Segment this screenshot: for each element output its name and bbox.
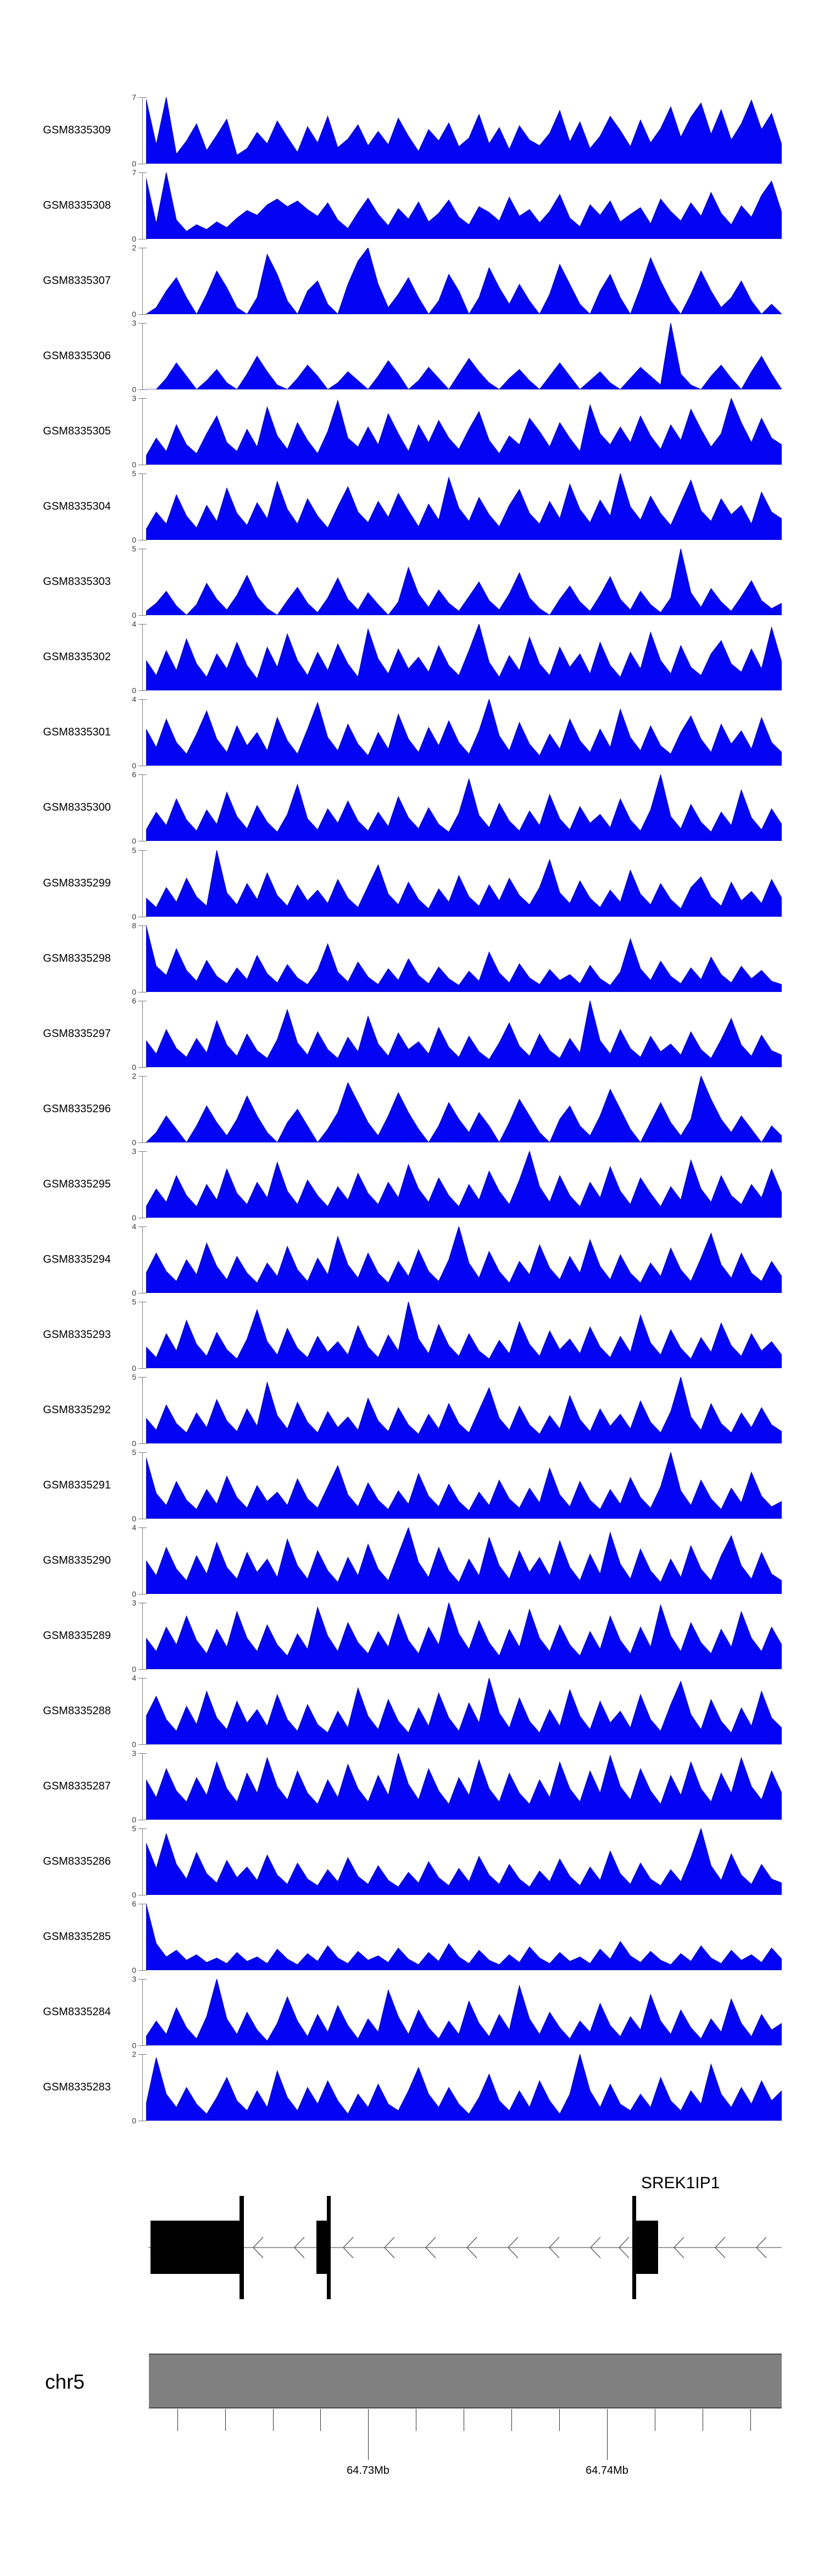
signal-area-chart [146,1001,782,1067]
gene-exon [327,2196,331,2299]
signal-area-chart [146,1377,782,1443]
y-axis-max-label: 3 [132,1147,136,1156]
signal-polygon [146,1828,782,1895]
signal-area-chart [146,398,782,465]
y-axis-tick [138,1979,147,1980]
y-axis-tick [138,473,147,474]
ruler-minor-tick [177,2409,178,2431]
y-axis-line [142,699,143,766]
y-axis-line [142,1001,143,1067]
y-axis-tick [138,1067,147,1068]
y-axis-line [142,1979,143,2045]
track-label: GSM8335284 [43,2006,111,2018]
y-axis-tick [138,1142,147,1143]
signal-polygon [146,2054,782,2121]
signal-area-chart [146,2054,782,2121]
y-axis-max-label: 4 [132,695,136,704]
y-axis-line [142,1753,143,1820]
y-axis-tick [138,1828,147,1829]
y-axis-max-label: 8 [132,921,136,930]
gene-exon [151,2221,240,2274]
track-label: GSM8335294 [43,1253,111,1265]
signal-polygon [146,1753,782,1820]
y-axis-max-label: 4 [132,1222,136,1231]
y-axis-max-label: 2 [132,243,136,252]
y-axis-line [142,1678,143,1744]
signal-area-chart [146,624,782,690]
gene-exon [316,2221,328,2274]
y-axis-min-label: 0 [132,1740,136,1749]
y-axis-max-label: 3 [132,1598,136,1607]
y-axis-tick [138,1443,147,1444]
y-axis-tick [138,1452,147,1453]
y-axis-tick [138,1076,147,1077]
y-axis-min-label: 0 [132,1514,136,1523]
y-axis-tick [138,1678,147,1679]
y-axis-line [142,850,143,917]
y-axis-tick [138,1970,147,1971]
y-axis-line [142,398,143,465]
y-axis-tick [138,97,147,98]
signal-area-chart [146,1828,782,1895]
signal-polygon [146,549,782,615]
track-label: GSM8335288 [43,1705,111,1717]
y-axis-line [142,1226,143,1293]
y-axis-line [142,248,143,314]
signal-polygon [146,1076,782,1142]
y-axis-max-label: 2 [132,1072,136,1080]
track-label: GSM8335301 [43,726,111,738]
signal-area-chart [146,473,782,540]
y-axis-max-label: 5 [132,1297,136,1306]
y-axis-min-label: 0 [132,1966,136,1975]
y-axis-min-label: 0 [132,761,136,770]
ruler-minor-tick [225,2409,226,2431]
y-axis-line [142,97,143,164]
y-axis-tick [138,314,147,315]
y-axis-max-label: 5 [132,1373,136,1381]
signal-area-chart [146,1151,782,1218]
chromosome-label: chr5 [45,2371,85,2393]
signal-polygon [146,1001,782,1067]
track-label: GSM8335286 [43,1855,111,1867]
signal-area-chart [146,248,782,314]
signal-polygon [146,1302,782,1368]
signal-polygon [146,97,782,164]
signal-polygon [146,1226,782,1293]
y-axis-min-label: 0 [132,1665,136,1674]
y-axis-min-label: 0 [132,385,136,394]
y-axis-max-label: 5 [132,846,136,855]
y-axis-tick [138,323,147,324]
y-axis-min-label: 0 [132,837,136,845]
y-axis-min-label: 0 [132,1063,136,1072]
track-label: GSM8335300 [43,801,111,813]
y-axis-tick [138,1368,147,1369]
y-axis-tick [138,774,147,775]
y-axis-max-label: 4 [132,1674,136,1682]
ruler-minor-tick [559,2409,560,2431]
y-axis-max-label: 5 [132,544,136,553]
gene-exon [632,2196,636,2299]
ruler-major-label: 64.73Mb [347,2465,389,2477]
y-axis-line [142,549,143,615]
track-label: GSM8335307 [43,275,111,287]
y-axis-line [142,1151,143,1218]
y-axis-min-label: 0 [132,1590,136,1598]
y-axis-max-label: 5 [132,1448,136,1457]
track-label: GSM8335290 [43,1554,111,1566]
y-axis-min-label: 0 [132,1213,136,1222]
y-axis-max-label: 5 [132,1824,136,1833]
y-axis-tick [138,1753,147,1754]
signal-polygon [146,1904,782,1970]
signal-polygon [146,1979,782,2045]
y-axis-tick [138,1377,147,1378]
y-axis-line [142,172,143,239]
signal-area-chart [146,323,782,389]
signal-polygon [146,1527,782,1594]
track-label: GSM8335287 [43,1780,111,1792]
track-label: GSM8335303 [43,576,111,588]
y-axis-min-label: 0 [132,235,136,243]
y-axis-tick [138,1527,147,1528]
track-label: GSM8335291 [43,1479,111,1491]
signal-polygon [146,473,782,540]
signal-area-chart [146,172,782,239]
y-axis-line [142,323,143,389]
y-axis-line [142,1377,143,1443]
track-label: GSM8335304 [43,500,111,512]
y-axis-max-label: 6 [132,996,136,1005]
signal-area-chart [146,850,782,917]
y-axis-min-label: 0 [132,611,136,620]
gene-exon [240,2196,244,2299]
track-label: GSM8335309 [43,124,111,136]
y-axis-line [142,624,143,690]
y-axis-tick [138,992,147,993]
y-axis-tick [138,1151,147,1152]
y-axis-min-label: 0 [132,686,136,695]
signal-polygon [146,925,782,992]
y-axis-max-label: 3 [132,1975,136,1983]
y-axis-tick [138,1669,147,1670]
signal-area-chart [146,549,782,615]
signal-area-chart [146,1452,782,1519]
signal-polygon [146,172,782,239]
track-label: GSM8335297 [43,1028,111,1040]
track-label: GSM8335283 [43,2081,111,2093]
y-axis-line [142,925,143,992]
ruler-major-tick [607,2409,608,2460]
signal-polygon [146,1377,782,1443]
y-axis-min-label: 0 [132,2116,136,2125]
y-axis-line [142,1527,143,1594]
y-axis-min-label: 0 [132,460,136,469]
y-axis-max-label: 3 [132,394,136,403]
ruler-minor-tick [750,2409,751,2431]
signal-polygon [146,323,782,389]
y-axis-tick [138,624,147,625]
y-axis-tick [138,690,147,691]
track-label: GSM8335306 [43,350,111,362]
gene-model-graphic [146,2192,782,2301]
gene-name-label: SREK1IP1 [641,2174,720,2192]
signal-area-chart [146,1076,782,1142]
track-label: GSM8335285 [43,1931,111,1943]
y-axis-min-label: 0 [132,310,136,319]
track-label: GSM8335308 [43,199,111,211]
y-axis-max-label: 5 [132,469,136,478]
y-axis-tick [138,172,147,173]
y-axis-line [142,1828,143,1895]
gene-exon [636,2221,658,2274]
signal-area-chart [146,1678,782,1744]
track-label: GSM8335299 [43,877,111,889]
ruler-minor-tick [320,2409,321,2431]
y-axis-min-label: 0 [132,1364,136,1373]
track-label: GSM8335302 [43,651,111,663]
track-label: GSM8335305 [43,425,111,437]
chromosome-bar [149,2354,782,2408]
y-axis-min-label: 0 [132,2041,136,2050]
y-axis-line [142,774,143,841]
signal-area-chart [146,1226,782,1293]
track-label: GSM8335289 [43,1630,111,1642]
y-axis-min-label: 0 [132,159,136,168]
y-axis-min-label: 0 [132,536,136,544]
signal-area-chart [146,1904,782,1970]
y-axis-tick [138,2045,147,2046]
y-axis-tick [138,389,147,390]
y-axis-tick [138,398,147,399]
track-label: GSM8335295 [43,1178,111,1190]
signal-polygon [146,624,782,690]
y-axis-tick [138,615,147,616]
signal-area-chart [146,1603,782,1669]
signal-polygon [146,1603,782,1669]
y-axis-line [142,2054,143,2121]
signal-area-chart [146,925,782,992]
signal-area-chart [146,699,782,766]
signal-polygon [146,774,782,841]
signal-area-chart [146,774,782,841]
signal-polygon [146,248,782,314]
y-axis-tick [138,2054,147,2055]
signal-polygon [146,1678,782,1744]
track-label: GSM8335298 [43,952,111,964]
y-axis-tick [138,699,147,700]
y-axis-min-label: 0 [132,1138,136,1147]
y-axis-min-label: 0 [132,1815,136,1824]
track-label: GSM8335292 [43,1404,111,1416]
y-axis-tick [138,850,147,851]
y-axis-max-label: 3 [132,1749,136,1758]
y-axis-min-label: 0 [132,912,136,921]
y-axis-line [142,1603,143,1669]
signal-area-chart [146,1753,782,1820]
ruler-major-tick [368,2409,369,2460]
y-axis-min-label: 0 [132,1891,136,1899]
signal-area-chart [146,1527,782,1594]
y-axis-max-label: 4 [132,620,136,628]
track-label: GSM8335293 [43,1329,111,1341]
signal-polygon [146,699,782,766]
y-axis-min-label: 0 [132,988,136,996]
y-axis-max-label: 7 [132,168,136,177]
signal-area-chart [146,97,782,164]
y-axis-line [142,1076,143,1142]
y-axis-tick [138,1744,147,1745]
y-axis-max-label: 6 [132,1899,136,1908]
signal-polygon [146,398,782,465]
y-axis-min-label: 0 [132,1289,136,1297]
y-axis-line [142,1904,143,1970]
signal-area-chart [146,1302,782,1368]
y-axis-min-label: 0 [132,1439,136,1448]
y-axis-max-label: 2 [132,2050,136,2059]
track-label: GSM8335296 [43,1103,111,1115]
signal-polygon [146,850,782,917]
y-axis-max-label: 7 [132,93,136,102]
y-axis-tick [138,925,147,926]
y-axis-max-label: 6 [132,770,136,779]
y-axis-line [142,1452,143,1519]
y-axis-line [142,473,143,540]
signal-polygon [146,1452,782,1519]
ruler-major-label: 64.74Mb [586,2465,628,2477]
signal-area-chart [146,1979,782,2045]
ruler-minor-tick [511,2409,512,2431]
y-axis-max-label: 3 [132,319,136,327]
y-axis-max-label: 4 [132,1523,136,1532]
signal-polygon [146,1151,782,1218]
ruler-minor-tick [273,2409,274,2431]
y-axis-tick [138,1226,147,1227]
y-axis-line [142,1302,143,1368]
